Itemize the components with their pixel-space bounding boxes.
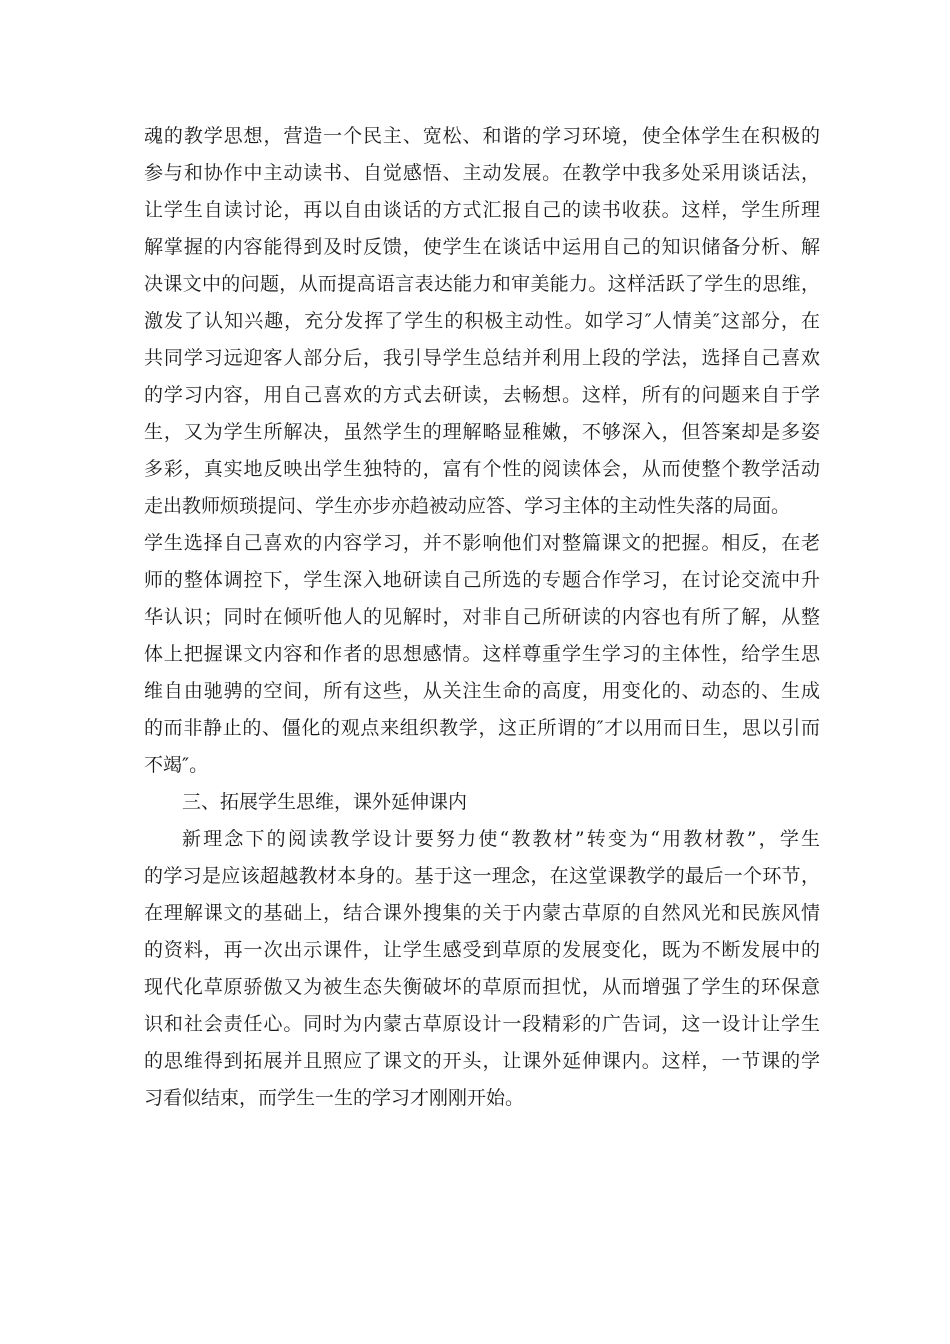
text-line: 走出教师烦琐提问、学生亦步亦趋被动应答、学习主体的主动性失落的局面。 bbox=[144, 495, 791, 517]
text-line: 的学习是应该超越教材本身的。基于这一理念，在这堂课教学的最后一个环节， bbox=[144, 865, 820, 887]
body-text bbox=[144, 118, 820, 1117]
text-line: 识和社会责任心。同时为内蒙古草原设计一段精彩的广告词，这一设计让学生 bbox=[144, 1013, 820, 1035]
text-line: 学生选择自己喜欢的内容学习，并不影响他们对整篇课文的把握。相反，在老 bbox=[144, 532, 820, 554]
text-line: 生，又为学生所解决，虽然学生的理解略显稚嫩，不够深入，但答案却是多姿 bbox=[144, 421, 820, 443]
text-line: 激发了认知兴趣，充分发挥了学生的积极主动性。如学习″人情美″这部分，在 bbox=[144, 310, 820, 332]
text-line: 维自由驰骋的空间，所有这些，从关注生命的高度，用变化的、动态的、生成 bbox=[144, 680, 820, 702]
text-line: 的学习内容，用自己喜欢的方式去研读，去畅想。这样，所有的问题来自于学 bbox=[144, 384, 820, 406]
text-line: 让学生自读讨论，再以自由谈话的方式汇报自己的读书收获。这样，学生所理 bbox=[144, 199, 820, 221]
text-line: 的而非静止的、僵化的观点来组织教学，这正所谓的″才以用而日生，思以引而 bbox=[144, 717, 820, 739]
text-line: 共同学习远迎客人部分后，我引导学生总结并利用上段的学法，选择自己喜欢 bbox=[144, 347, 820, 369]
text-line: 解掌握的内容能得到及时反馈，使学生在谈话中运用自己的知识储备分析、解 bbox=[144, 236, 820, 258]
text-line: 师的整体调控下，学生深入地研读自己所选的专题合作学习，在讨论交流中升 bbox=[144, 569, 820, 591]
text-line: 在理解课文的基础上，结合课外搜集的关于内蒙古草原的自然风光和民族风情 bbox=[144, 902, 820, 924]
text-line: 决课文中的问题，从而提高语言表达能力和审美能力。这样活跃了学生的思维， bbox=[144, 273, 820, 295]
section-heading: 三、拓展学生思维，课外延伸课内 bbox=[182, 791, 468, 813]
text-line: 魂的教学思想，营造一个民主、宽松、和谐的学习环境，使全体学生在积极的 bbox=[144, 125, 820, 147]
text-line: 现代化草原骄傲又为被生态失衡破坏的草原而担忧，从而增强了学生的环保意 bbox=[144, 976, 820, 998]
text-line: 的思维得到拓展并且照应了课文的开头，让课外延伸课内。这样，一节课的学 bbox=[144, 1050, 820, 1072]
text-line: 参与和协作中主动读书、自觉感悟、主动发展。在教学中我多处采用谈话法， bbox=[144, 162, 820, 184]
text-line: 习看似结束，而学生一生的学习才刚刚开始。 bbox=[144, 1087, 525, 1109]
text-line: 新理念下的阅读教学设计要努力使“教教材”转变为“用教材教”，学生 bbox=[182, 828, 820, 850]
text-line: 的资料，再一次出示课件，让学生感受到草原的发展变化，既为不断发展中的 bbox=[144, 939, 820, 961]
text-line: 不竭″。 bbox=[144, 754, 209, 776]
text-line: 华认识；同时在倾听他人的见解时，对非自己所研读的内容也有所了解，从整 bbox=[144, 606, 820, 628]
text-line: 体上把握课文内容和作者的思想感情。这样尊重学生学习的主体性，给学生思 bbox=[144, 643, 820, 665]
text-line: 多彩，真实地反映出学生独特的，富有个性的阅读体会，从而使整个教学活动 bbox=[144, 458, 820, 480]
